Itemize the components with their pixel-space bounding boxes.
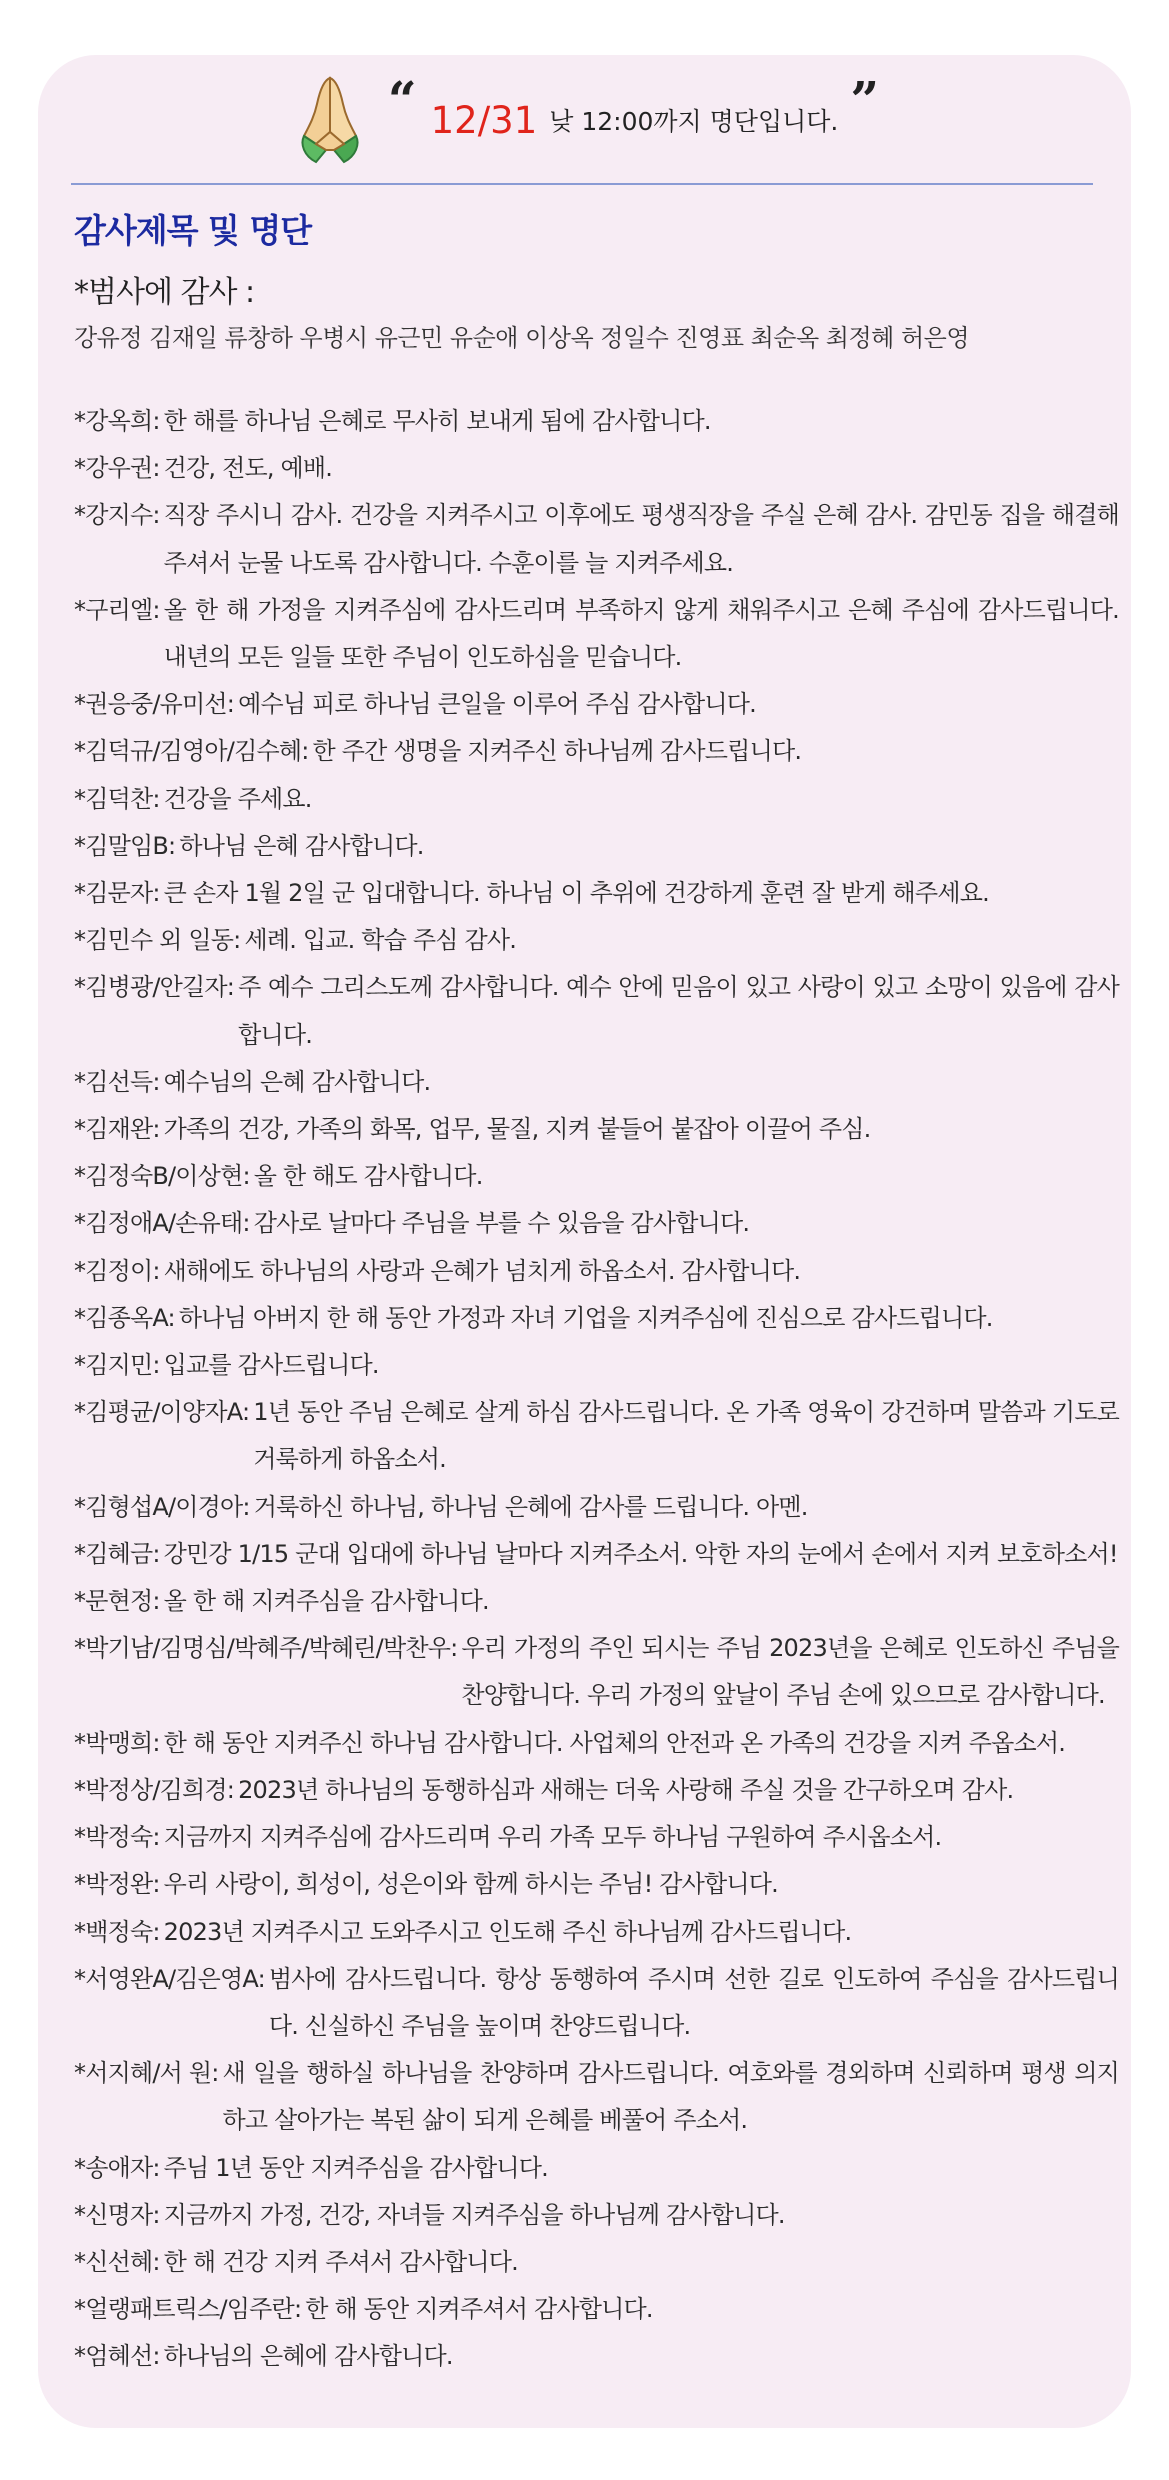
thanks-entry: [74, 1720, 1119, 1767]
thanks-entry: [74, 917, 1119, 964]
entry-name: *강우권:: [74, 454, 160, 483]
header-divider: [71, 183, 1093, 185]
entry-name: *김문자:: [74, 879, 160, 908]
thanks-entry: [74, 1389, 1119, 1483]
entry-name: *서영완A/김은영A:: [74, 1964, 265, 1993]
thanks-names-list: 강유정 김재일 류창하 우병시 유근민 유순애 이상옥 정일수 진영표 최순옥 최정혜 허은영: [74, 324, 970, 352]
entry-name: *김평균/이양자A:: [74, 1398, 250, 1427]
entry-name: *송애자:: [74, 2153, 160, 2182]
entry-text: 한 해를 하나님 은혜로 무사히 보내게 됨에 감사합니다.: [163, 407, 711, 435]
entry-text: 예수님 피로 하나님 큰일을 이루어 주심 감사합니다.: [238, 690, 756, 719]
entry-text: 새 일을 행하실 하나님을 찬양하며 감사드립니다. 여호와를 경외하며 신뢰하며 평생 의지하고 살아가는 복된 삶이 되게 은혜를 베풀어 주소서.: [222, 2059, 1119, 2135]
entry-text: 입교를 감사드립니다.: [163, 1351, 379, 1380]
entry-name: *김병광/안길자:: [74, 973, 235, 1002]
entry-name: *김덕규/김영아/김수혜:: [74, 737, 309, 766]
entry-text: 한 주간 생명을 지켜주신 하나님께 감사드립니다.: [312, 737, 802, 766]
thanks-entry: [74, 2333, 1119, 2380]
thanks-entry: [74, 1200, 1119, 1247]
entry-text: 1년 동안 주님 은혜로 살게 하심 감사드립니다. 온 가족 영육이 강건하며 말씀과 기도로 거룩하게 하옵소서.: [253, 1398, 1119, 1474]
entry-text: 감사로 날마다 주님을 부를 수 있음을 감사합니다.: [253, 1209, 750, 1238]
thanks-entry: [74, 1956, 1119, 2050]
thanks-entry: [74, 1484, 1119, 1531]
entry-name: *김말임B:: [74, 831, 176, 860]
entry-name: *김정애A/손유태:: [74, 1209, 250, 1238]
entry-text: 하나님 은혜 감사합니다.: [179, 831, 424, 860]
close-quote-mark: ”: [850, 70, 880, 129]
thanks-entry: [74, 398, 1119, 445]
entry-name: *얼랭패트릭스/임주란:: [74, 2295, 302, 2324]
thanks-entry: [74, 1767, 1119, 1814]
entry-name: *백정숙:: [74, 1917, 160, 1946]
thanks-entry: [74, 823, 1119, 870]
entry-text: 한 해 동안 지켜주셔서 감사합니다.: [305, 2295, 653, 2324]
deadline-header: [38, 55, 1131, 185]
entry-name: *강지수:: [74, 501, 160, 530]
entry-name: *김덕찬:: [74, 784, 160, 813]
entry-name: *신선혜:: [74, 2247, 160, 2276]
entry-text: 한 해 건강 지켜 주셔서 감사합니다.: [163, 2247, 518, 2276]
entry-text: 큰 손자 1월 2일 군 입대합니다. 하나님 이 추위에 건강하게 훈련 잘 받게 해주세요.: [163, 879, 989, 908]
prayer-list-card: [38, 55, 1131, 2428]
entry-name: *권응중/유미선:: [74, 690, 235, 719]
entry-text: 하나님의 은혜에 감사합니다.: [163, 2342, 453, 2371]
thanks-entry: [74, 2145, 1119, 2192]
entry-text: 2023년 지켜주시고 도와주시고 인도해 주신 하나님께 감사드립니다.: [163, 1917, 852, 1946]
entry-name: *강옥희:: [74, 407, 160, 435]
entry-text: 주님 1년 동안 지켜주심을 감사합니다.: [163, 2153, 549, 2182]
entry-text: 지금까지 가정, 건강, 자녀들 지켜주심을 하나님께 감사합니다.: [163, 2200, 785, 2229]
thanks-entry: [74, 728, 1119, 775]
thanks-entry: [74, 1248, 1119, 1295]
entry-name: *김정숙B/이상현:: [74, 1162, 250, 1191]
entry-text: 새해에도 하나님의 사랑과 은혜가 넘치게 하옵소서. 감사합니다.: [163, 1256, 801, 1285]
thanks-entry: [74, 1342, 1119, 1389]
thanks-entry: [74, 964, 1119, 1058]
thanks-entry: [74, 1531, 1119, 1578]
thanks-entry: [74, 445, 1119, 492]
entry-text: 한 해 동안 지켜주신 하나님 감사합니다. 사업체의 안전과 온 가족의 건강을 지켜 주옵소서.: [163, 1728, 1066, 1757]
entry-text: 하나님 아버지 한 해 동안 가정과 자녀 기업을 지켜주심에 진심으로 감사드립니다.: [178, 1303, 993, 1332]
praying-hands-icon: [290, 70, 370, 170]
entry-text: 세례. 입교. 학습 주심 감사.: [244, 926, 517, 955]
entry-text: 우리 가정의 주인 되시는 주님 2023년을 은혜로 인도하신 주님을 찬양합니다. 우리 가정의 앞날이 주님 손에 있으므로 감사합니다.: [461, 1634, 1119, 1710]
entry-text: 거룩하신 하나님, 하나님 은혜에 감사를 드립니다. 아멘.: [253, 1492, 808, 1521]
thanks-entry: [74, 1814, 1119, 1861]
entry-text: 건강, 전도, 예배.: [163, 454, 333, 483]
thanks-in-all-things-heading: *범사에 감사 :: [74, 275, 255, 310]
thanks-entry: [74, 776, 1119, 823]
entry-name: *박정상/김희경:: [74, 1775, 235, 1804]
entry-name: *문현정:: [74, 1587, 160, 1616]
entry-name: *김민수 외 일동:: [74, 926, 241, 955]
entry-text: 건강을 주세요.: [163, 784, 312, 813]
thanks-entry: [74, 1059, 1119, 1106]
entry-text: 가족의 건강, 가족의 화목, 업무, 물질, 지켜 붙들어 붙잡아 이끌어 주심.: [163, 1115, 871, 1144]
thanks-entry: [74, 1909, 1119, 1956]
entry-name: *신명자:: [74, 2200, 160, 2229]
thanks-entry: [74, 1295, 1119, 1342]
thanks-entry: [74, 2239, 1119, 2286]
entry-name: *김종옥A:: [74, 1303, 175, 1332]
entry-text: 2023년 하나님의 동행하심과 새해는 더욱 사랑해 주실 것을 간구하오며 감사.: [238, 1775, 1014, 1804]
entry-text: 올 한 해도 감사합니다.: [253, 1162, 483, 1191]
entry-name: *엄혜선:: [74, 2342, 160, 2371]
entry-name: *박정완:: [74, 1870, 160, 1899]
thanks-entry: [74, 681, 1119, 728]
entry-text: 올 한 해 가정을 지켜주심에 감사드리며 부족하지 않게 채워주시고 은혜 주심에 감사드립니다. 내년의 모든 일들 또한 주님이 인도하심을 믿습니다.: [163, 595, 1119, 672]
entry-text: 예수님의 은혜 감사합니다.: [163, 1067, 431, 1096]
thanks-entry: [74, 2050, 1119, 2144]
entry-name: *김선득:: [74, 1067, 160, 1096]
open-quote-mark: “: [387, 70, 417, 129]
deadline-date: 12/31: [430, 98, 538, 142]
entry-name: *서지혜/서 원:: [74, 2059, 219, 2088]
entry-text: 직장 주시니 감사. 건강을 지켜주시고 이후에도 평생직장을 주실 은혜 감사. 감민동 집을 해결해 주셔서 눈물 나도록 감사합니다. 수훈이를 늘 지켜주세요.: [163, 501, 1119, 577]
thanks-entry: [74, 1153, 1119, 1200]
entry-text: 강민강 1/15 군대 입대에 하나님 날마다 지켜주소서. 악한 자의 눈에서 손에서 지켜 보호하소서!: [163, 1539, 1118, 1568]
entry-text: 우리 사랑이, 희성이, 성은이와 함께 하시는 주님! 감사합니다.: [163, 1870, 778, 1899]
entry-name: *김재완:: [74, 1115, 160, 1144]
thanks-entry: [74, 1625, 1119, 1719]
entry-name: *박맹희:: [74, 1728, 160, 1757]
thanks-entry: [74, 1106, 1119, 1153]
entry-text: 주 예수 그리스도께 감사합니다. 예수 안에 믿음이 있고 사랑이 있고 소망이 있음에 감사합니다.: [238, 973, 1119, 1049]
section-title: 감사제목 및 명단: [74, 211, 312, 250]
entry-name: *김혜금:: [74, 1539, 160, 1568]
thanks-entry: [74, 587, 1119, 681]
entry-text: 범사에 감사드립니다. 항상 동행하여 주시며 선한 길로 인도하여 주심을 감사드립니다. 신실하신 주님을 높이며 찬양드립니다.: [268, 1964, 1119, 2040]
thanks-entry: [74, 1861, 1119, 1908]
entry-text: 지금까지 지켜주심에 감사드리며 우리 가족 모두 하나님 구원하여 주시옵소서.: [163, 1823, 942, 1852]
thanks-entry: [74, 1578, 1119, 1625]
thanksgiving-entries: [74, 398, 1119, 2381]
thanks-entry: [74, 870, 1119, 917]
thanks-entry: [74, 492, 1119, 586]
thanks-entry: [74, 2286, 1119, 2333]
entry-name: *박정숙:: [74, 1823, 160, 1852]
entry-name: *김지민:: [74, 1351, 160, 1380]
thanks-entry: [74, 2192, 1119, 2239]
entry-name: *김형섭A/이경아:: [74, 1492, 250, 1521]
entry-name: *구리엘:: [74, 595, 160, 624]
entry-name: *박기남/김명심/박혜주/박혜린/박찬우:: [74, 1634, 458, 1663]
entry-name: *김정이:: [74, 1256, 160, 1285]
deadline-text: 낮 12:00까지 명단입니다.: [549, 107, 839, 136]
entry-text: 올 한 해 지켜주심을 감사합니다.: [163, 1587, 489, 1616]
